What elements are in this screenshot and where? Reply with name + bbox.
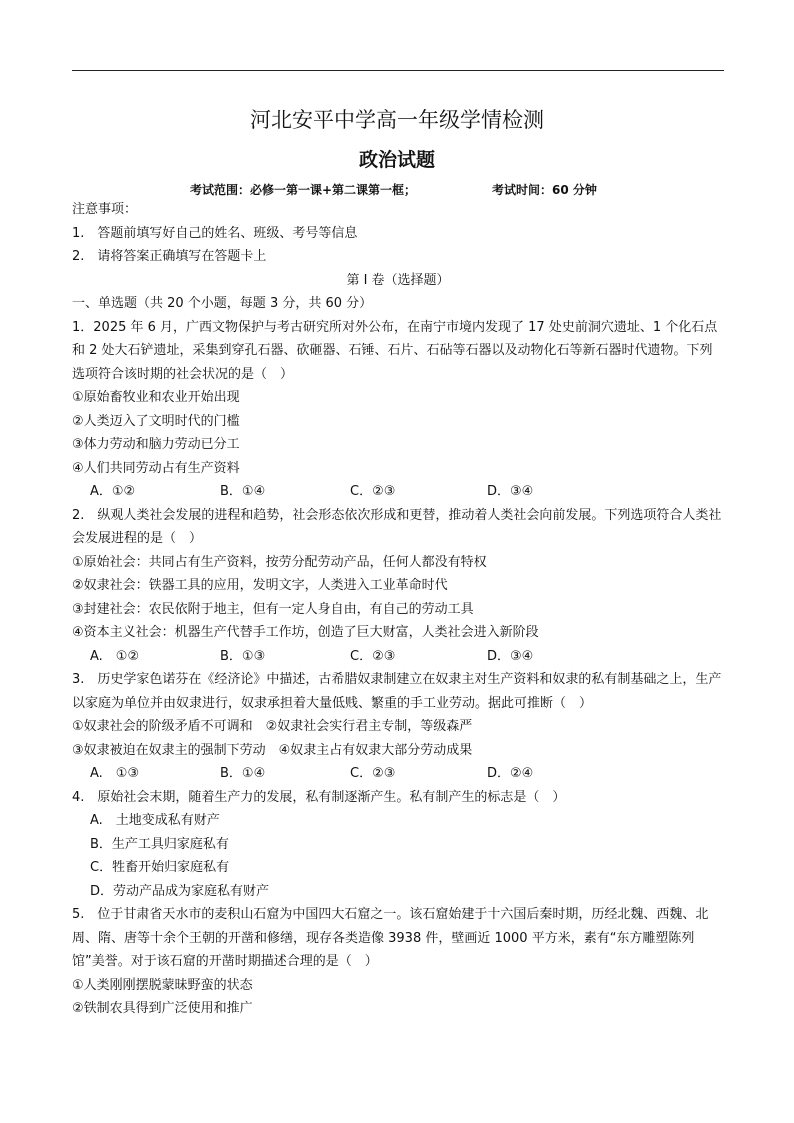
statement: ④人们共同劳动占有生产资料 bbox=[72, 460, 240, 476]
option-b: B．①④ bbox=[220, 766, 266, 781]
exam-subtitle: 政治试题 bbox=[358, 149, 435, 171]
question-1-options bbox=[72, 480, 724, 504]
question-3-stem: 3. 历史学家色诺芬在《经济论》中描述，古希腊奴隶制建立在奴隶主对生产资料和奴隶的私有制基础之上，生产以家庭为单位并由奴隶进行，奴隶承担着大量低贱、繁重的手工业劳动。据此可推断（ ） bbox=[72, 672, 722, 711]
exam-time: 考试时间：60 分钟 bbox=[492, 183, 597, 197]
option-d: D．③④ bbox=[487, 484, 534, 499]
statement: ④资本主义社会：机器生产代替手工作坊，创造了巨大财富，人类社会进入新阶段 bbox=[72, 625, 539, 640]
note-item: 1. 答题前填写好自己的姓名、班级、考号等信息 bbox=[72, 225, 358, 241]
question-3-options bbox=[72, 762, 724, 786]
option-d: D．③④ bbox=[487, 648, 534, 664]
section-title: 第 I 卷（选择题） bbox=[346, 272, 450, 288]
question-2-stem: 2. 纵观人类社会发展的进程和趋势，社会形态依次形成和更替，推动着人类社会向前发展。下列选项符合人类社会发展进程的是（ ） bbox=[72, 507, 722, 546]
header-rule bbox=[72, 70, 724, 71]
option-b: B．生产工具归家庭私有 bbox=[90, 836, 229, 852]
exam-title: 河北安平中学高一年级学情检测 bbox=[250, 108, 544, 132]
statement: ③体力劳动和脑力劳动已分工 bbox=[72, 437, 240, 452]
statement: ①奴隶社会的阶级矛盾不可调和 ②奴隶社会实行君主专制，等级森严 bbox=[72, 719, 473, 734]
question-1-stem: 1．2025 年 6 月，广西文物保护与考古研究所对外公布，在南宁市境内发现了 17 处史前洞穴遗址、1 个化石点和 2 处大石铲遗址，采集到穿孔石器、砍砸器、石锤、石片、石砧等石器以及动物化石等新石器时代遗物。下列选项符合该时期的社会状况的是（ ） bbox=[72, 319, 718, 382]
option-d: D．劳动产品成为家庭私有财产 bbox=[90, 883, 270, 899]
exam-content bbox=[72, 198, 724, 1021]
question-4-stem: 4. 原始社会末期，随着生产力的发展，私有制逐渐产生。私有制产生的标志是（ ） bbox=[72, 789, 566, 805]
option-c: C．牲畜开始归家庭私有 bbox=[90, 860, 230, 875]
option-c: C．②③ bbox=[350, 766, 396, 781]
note-item: 2. 请将答案正确填写在答题卡上 bbox=[72, 249, 267, 264]
option-b: B．①③ bbox=[220, 648, 266, 664]
statement: ①原始畜牧业和农业开始出现 bbox=[72, 390, 240, 405]
exam-scope: 考试范围：必修一第一课+第二课第一框； bbox=[190, 183, 417, 197]
question-2-options bbox=[72, 645, 724, 669]
statement: ③奴隶被迫在奴隶主的强制下劳动 ④奴隶主占有奴隶大部分劳动成果 bbox=[72, 742, 473, 758]
option-a: A. 土地变成私有财产 bbox=[90, 813, 220, 828]
option-d: D．②④ bbox=[487, 766, 534, 781]
statement: ②铁制农具得到广泛使用和推广 bbox=[72, 1001, 253, 1016]
statement: ①原始社会：共同占有生产资料，按劳分配劳动产品，任何人都没有特权 bbox=[72, 554, 487, 570]
section-instruction: 一、单选题（共 20 个小题，每题 3 分，共 60 分） bbox=[72, 296, 373, 311]
option-c: C．②③ bbox=[350, 484, 396, 499]
notes-heading: 注意事项： bbox=[72, 202, 138, 217]
statement: ②奴隶社会：铁器工具的应用，发明文字，人类进入工业革命时代 bbox=[72, 578, 448, 593]
option-a: A．①② bbox=[90, 484, 136, 499]
option-a: A. ①② bbox=[90, 648, 140, 664]
option-b: B．①④ bbox=[220, 484, 266, 499]
question-5-stem: 5. 位于甘肃省天水市的麦积山石窟为中国四大石窟之一。该石窟始建于十六国后秦时期，历经北魏、西魏、北周、隋、唐等十余个王朝的开凿和修缮，现存各类造像 3938 件，壁画近 1000 平方米，素有“东方雕塑陈列馆”美誉。对于该石窟的开凿时期描述合理的是（ ） bbox=[72, 907, 709, 969]
statement: ②人类迈入了文明时代的门槛 bbox=[72, 413, 240, 429]
option-a: A. ①③ bbox=[90, 766, 140, 781]
option-c: C．②③ bbox=[350, 648, 396, 664]
statement: ①人类刚刚摆脱蒙昧野蛮的状态 bbox=[72, 977, 253, 993]
statement: ③封建社会：农民依附于地主，但有一定人身自由，有自己的劳动工具 bbox=[72, 601, 474, 617]
